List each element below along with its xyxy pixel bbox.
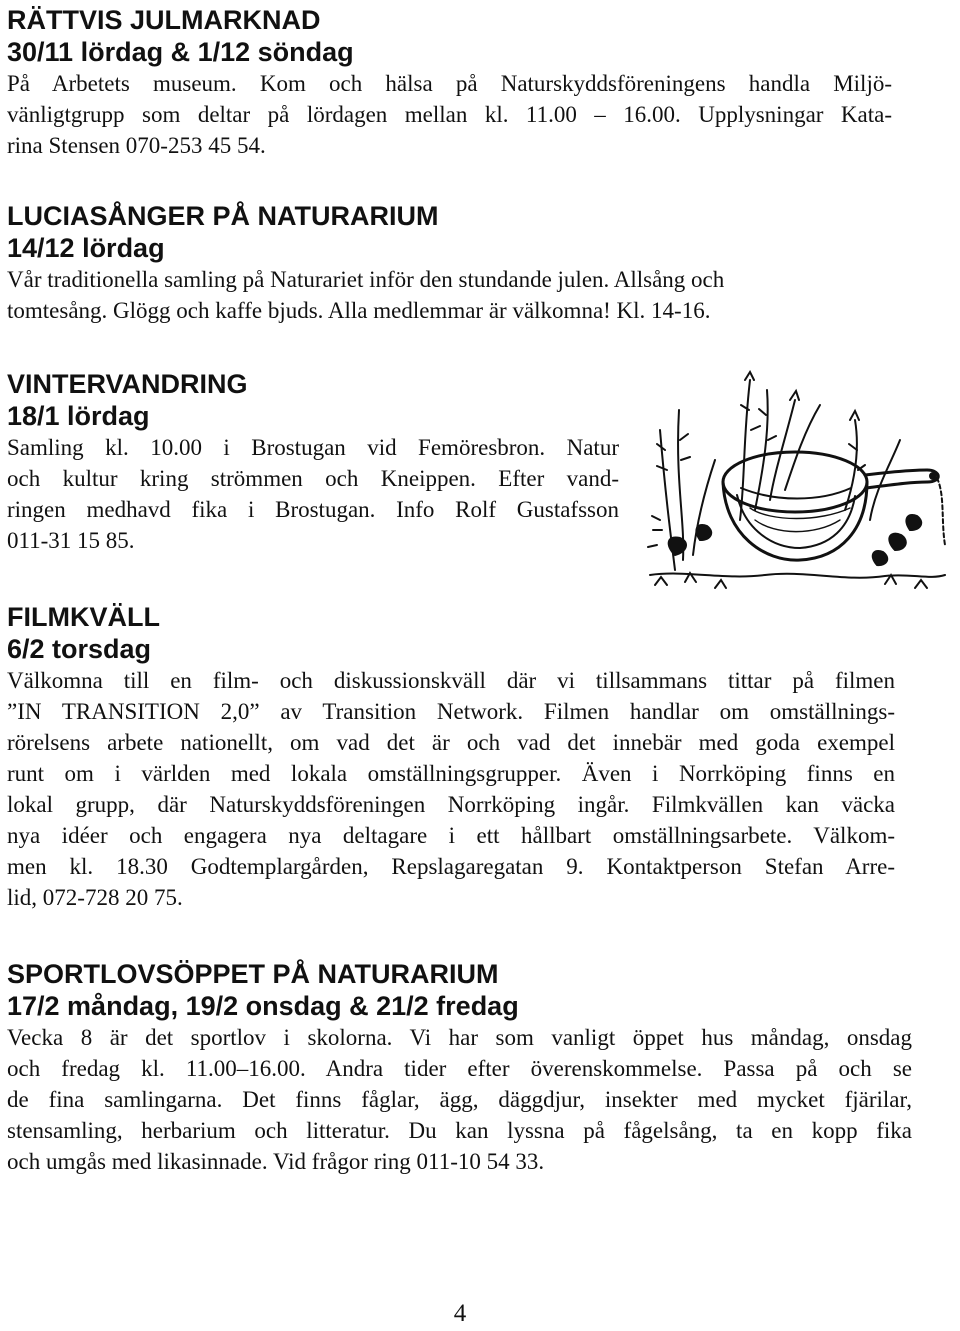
text-line: och umgås med likasinnade. Vid frågor ring 011-10 54 33. — [7, 1149, 545, 1174]
text-line: 011-31 15 85. — [7, 528, 135, 553]
event-filmkvall — [7, 601, 895, 913]
text-line: Vecka 8 är det sportlov i skolorna. Vi har som vanligt öppet hus måndag, onsdag — [7, 1025, 912, 1050]
event-title: LUCIASÅNGER PÅ NATURARIUM — [7, 201, 439, 231]
text-line: vänligtgrupp som deltar på lördagen mellan kl. 11.00 – 16.00. Upplysningar Kata- — [7, 102, 892, 127]
event-description — [7, 432, 619, 556]
event-vintervandring — [7, 368, 619, 556]
text-line: ”IN TRANSITION 2,0” av Transition Network. Filmen handlar om omställnings- — [7, 699, 895, 724]
text-line: nya idéer och engagera nya deltagare i ett hållbart omställningsarbete. Välkom- — [7, 823, 895, 848]
text-line: men kl. 18.30 Godtemplargården, Repslagaregatan 9. Kontaktperson Stefan Arre- — [7, 854, 895, 879]
event-description — [7, 665, 895, 913]
text-line: rina Stensen 070-253 45 54. — [7, 133, 266, 158]
event-date: 30/11 lördag & 1/12 söndag — [7, 37, 354, 67]
text-line: de fina samlingarna. Det finns fåglar, ägg, däggdjur, insekter med mycket fjärilar, — [7, 1087, 912, 1112]
text-line: ringen medhavd fika i Brostugan. Info Rolf Gustafsson — [7, 497, 619, 522]
event-title: FILMKVÄLL — [7, 602, 160, 632]
event-title: VINTERVANDRING — [7, 369, 248, 399]
text-line: Vår traditionella samling på Naturariet inför den stundande julen. Allsång och — [7, 267, 725, 292]
text-line: På Arbetets museum. Kom och hälsa på Naturskyddsföreningens handla Miljö- — [7, 71, 892, 96]
text-line: och kultur kring strömmen och Kneippen. Efter vand- — [7, 466, 619, 491]
text-line: Samling kl. 10.00 i Brostugan vid Femöresbron. Natur — [7, 435, 619, 460]
event-description — [7, 264, 877, 326]
event-description — [7, 1022, 912, 1177]
event-sportlovsoppet — [7, 958, 912, 1177]
text-line: rörelsens arbete nationellt, om vad det är och vad det innebär med goda exempel — [7, 730, 895, 755]
text-line: runt om i världen med lokala omställningsgrupper. Även i Norrköping finns en — [7, 761, 895, 786]
event-luciasanger — [7, 200, 877, 326]
text-line: tomtesång. Glögg och kaffe bjuds. Alla medlemmar är välkomna! Kl. 14-16. — [7, 298, 711, 323]
kasa-ladle-illustration-icon — [645, 370, 950, 600]
event-date: 14/12 lördag — [7, 233, 165, 263]
event-rattvis-julmarknad — [7, 4, 892, 161]
event-date: 6/2 torsdag — [7, 634, 152, 664]
text-line: stensamling, herbarium och litteratur. Du kan lyssna på fågelsång, ta en kopp fika — [7, 1118, 912, 1143]
text-line: och fredag kl. 11.00–16.00. Andra tider efter överenskommelse. Passa på och se — [7, 1056, 912, 1081]
event-title: SPORTLOVSÖPPET PÅ NATURARIUM — [7, 959, 499, 989]
event-title: RÄTTVIS JULMARKNAD — [7, 5, 321, 35]
event-date: 17/2 måndag, 19/2 onsdag & 21/2 fredag — [7, 991, 519, 1021]
event-date: 18/1 lördag — [7, 401, 150, 431]
text-line: lokal grupp, där Naturskyddsföreningen Norrköping ingår. Filmkvällen kan väcka — [7, 792, 895, 817]
event-description — [7, 68, 892, 161]
page-number: 4 — [453, 1300, 467, 1327]
text-line: lid, 072-728 20 75. — [7, 885, 183, 910]
text-line: Välkomna till en film- och diskussionskväll där vi tillsammans tittar på filmen — [7, 668, 895, 693]
